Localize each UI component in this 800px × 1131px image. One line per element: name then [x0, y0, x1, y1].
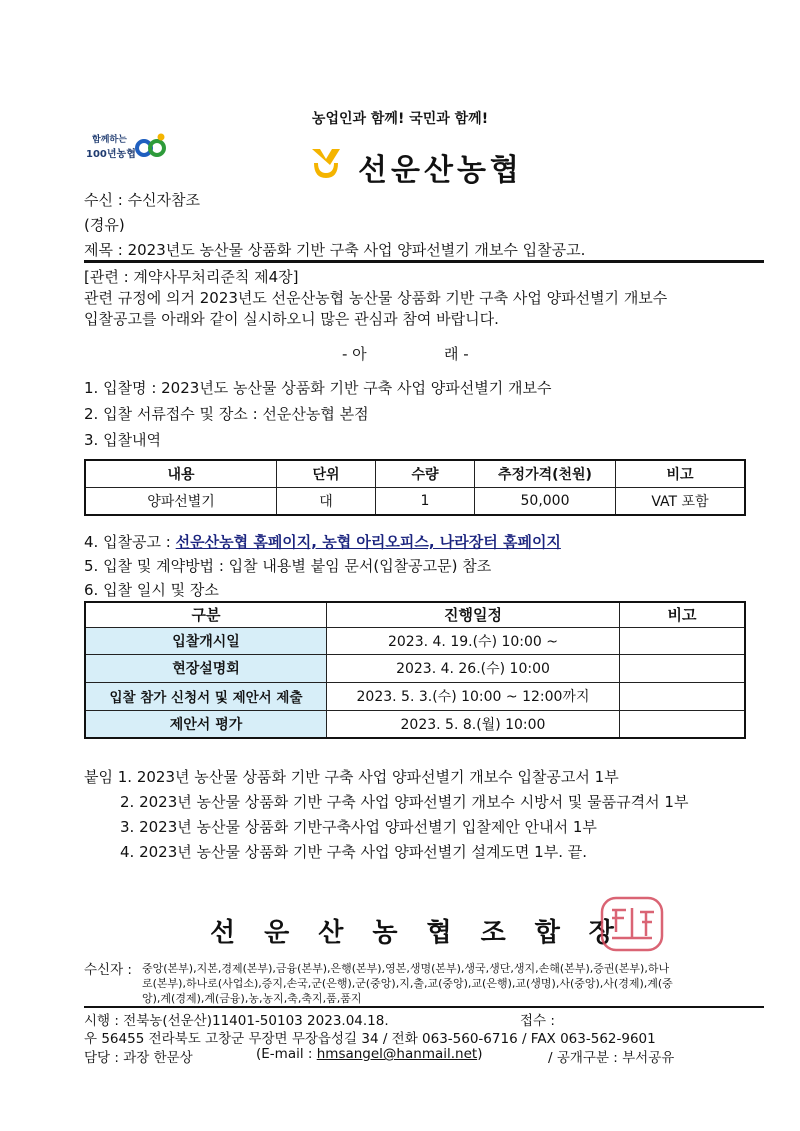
disclosure: / 공개구분 : 부서공유	[548, 1050, 675, 1066]
bid-cell-note: VAT 포함	[616, 487, 746, 515]
schedule-label: 입찰개시일	[85, 627, 327, 654]
official-seal-icon	[596, 894, 668, 954]
bid-cell-qty: 1	[376, 487, 475, 515]
via: (경유)	[84, 216, 125, 234]
logo-line-2: 100년농협	[86, 149, 136, 160]
bid-header-price: 추정가격(천원)	[475, 460, 616, 487]
bid-cell-content: 양파선별기	[85, 487, 277, 515]
schedule-note	[620, 627, 746, 654]
bid-header-content: 내용	[85, 460, 277, 487]
schedule-date: 2023. 5. 8.(월) 10:00	[327, 710, 620, 738]
divider-bottom	[84, 1006, 764, 1008]
email-row	[256, 1046, 482, 1062]
below-heading-b: 래 -	[444, 345, 469, 363]
schedule-label: 현장설명회	[85, 654, 327, 682]
schedule-header-note: 비고	[620, 602, 746, 627]
schedule-table	[84, 601, 746, 739]
centennial-logo	[86, 130, 170, 164]
issuer-signature: 선운산농협조합장	[210, 918, 643, 948]
bid-header-note: 비고	[616, 460, 746, 487]
schedule-header-row	[85, 602, 745, 627]
bid-header-unit: 단위	[277, 460, 376, 487]
contact-person: 담당 : 과장 한문상	[84, 1050, 193, 1066]
schedule-label: 입찰 참가 신청서 및 제안서 제출	[85, 682, 327, 710]
bid-table	[84, 459, 746, 516]
item-6: 6. 입찰 일시 및 장소	[84, 581, 219, 599]
schedule-header-category: 구분	[85, 602, 327, 627]
email-label: (E-mail :	[256, 1046, 313, 1062]
infinity-logo-icon	[134, 132, 168, 160]
schedule-label: 제안서 평가	[85, 710, 327, 738]
subject: 제목 : 2023년도 농산물 상품화 기반 구축 사업 양파선별기 개보수 입찰공고.	[84, 241, 586, 259]
intro-line-2: 입찰공고를 아래와 같이 실시하오니 많은 관심과 참여 바랍니다.	[84, 310, 499, 328]
schedule-note	[620, 682, 746, 710]
recipient: 수신 : 수신자참조	[84, 191, 201, 209]
email-link[interactable]: hmsangel@hanmail.net	[316, 1046, 478, 1062]
table-row	[85, 710, 745, 738]
bid-cell-price: 50,000	[475, 487, 616, 515]
bid-notice-link[interactable]: 선운산농협 홈페이지, 농협 아리오피스, 나라장터 홈페이지	[175, 533, 561, 551]
bid-table-header-row	[85, 460, 745, 487]
divider-top	[84, 260, 764, 263]
distribution-line-2: 로(본부),하나로(사업소),증지,손국,군(은행),군(중앙),지,출,교(중앙),교(은행),교(생명),사(중앙),사(경제),계(중	[142, 977, 673, 990]
item-4-label: 4. 입찰공고 :	[84, 533, 171, 551]
attachment-1: 붙임 1. 2023년 농산물 상품화 기반 구축 사업 양파선별기 개보수 입찰공고서 1부	[84, 768, 619, 786]
distribution-line-1: 중앙(본부),지본,경제(본부),금융(본부),은행(본부),영본,생명(본부),생국,생단,생지,손해(본부),증권(본부),하나	[142, 962, 670, 975]
item-2: 2. 입찰 서류접수 및 장소 : 선운산농협 본점	[84, 405, 369, 423]
distribution-line-3: 앙),계(경제),계(금융),농,농지,축,축지,품,품지	[142, 992, 362, 1005]
table-row	[85, 682, 745, 710]
intro-line-1: 관련 규정에 의거 2023년도 선운산농협 농산물 상품화 기반 구축 사업 양파선별기 개보수	[84, 289, 668, 307]
schedule-header-date: 진행일정	[327, 602, 620, 627]
schedule-date: 2023. 4. 19.(수) 10:00 ~	[327, 627, 620, 654]
slogan: 농업인과 함께! 국민과 함께!	[311, 111, 489, 127]
attachment-2: 2. 2023년 농산물 상품화 기반 구축 사업 양파선별기 개보수 시방서 및 물품규격서 1부	[120, 793, 689, 811]
below-heading-a: - 아	[342, 345, 367, 363]
logo-line-1: 함께하는	[92, 135, 127, 145]
item-3: 3. 입찰내역	[84, 431, 162, 449]
schedule-note	[620, 654, 746, 682]
bid-cell-unit: 대	[277, 487, 376, 515]
address-line: 우 56455 전라북도 고창군 무장면 무장읍성길 34 / 전화 063-560-6716 / FAX 063-562-9601	[84, 1031, 656, 1047]
item-1: 1. 입찰명 : 2023년도 농산물 상품화 기반 구축 사업 양파선별기 개보수	[84, 379, 552, 397]
schedule-date: 2023. 4. 26.(수) 10:00	[327, 654, 620, 682]
nonghyup-emblem-icon	[308, 145, 344, 181]
email-close: )	[477, 1046, 483, 1062]
receipt-label: 접수 :	[520, 1013, 555, 1029]
item-5: 5. 입찰 및 계약방법 : 입찰 내용별 붙임 문서(입찰공고문) 참조	[84, 557, 492, 575]
item-4	[84, 531, 561, 552]
related-rule: [관련 : 계약사무처리준칙 제4장]	[84, 268, 299, 286]
table-row	[85, 487, 745, 515]
schedule-note	[620, 710, 746, 738]
schedule-date: 2023. 5. 3.(수) 10:00 ~ 12:00까지	[327, 682, 620, 710]
bid-header-qty: 수량	[376, 460, 475, 487]
distribution-label: 수신자 :	[84, 962, 132, 978]
attachment-4: 4. 2023년 농산물 상품화 기반 구축 사업 양파선별기 설계도면 1부. 끝.	[120, 843, 588, 861]
org-name: 선운산농협	[358, 153, 523, 188]
attachment-3: 3. 2023년 농산물 상품화 기반구축사업 양파선별기 입찰제안 안내서 1부	[120, 818, 597, 836]
table-row	[85, 654, 745, 682]
table-row	[85, 627, 745, 654]
enforcement-number: 시행 : 전북농(선운산)11401-50103 2023.04.18.	[84, 1013, 389, 1029]
